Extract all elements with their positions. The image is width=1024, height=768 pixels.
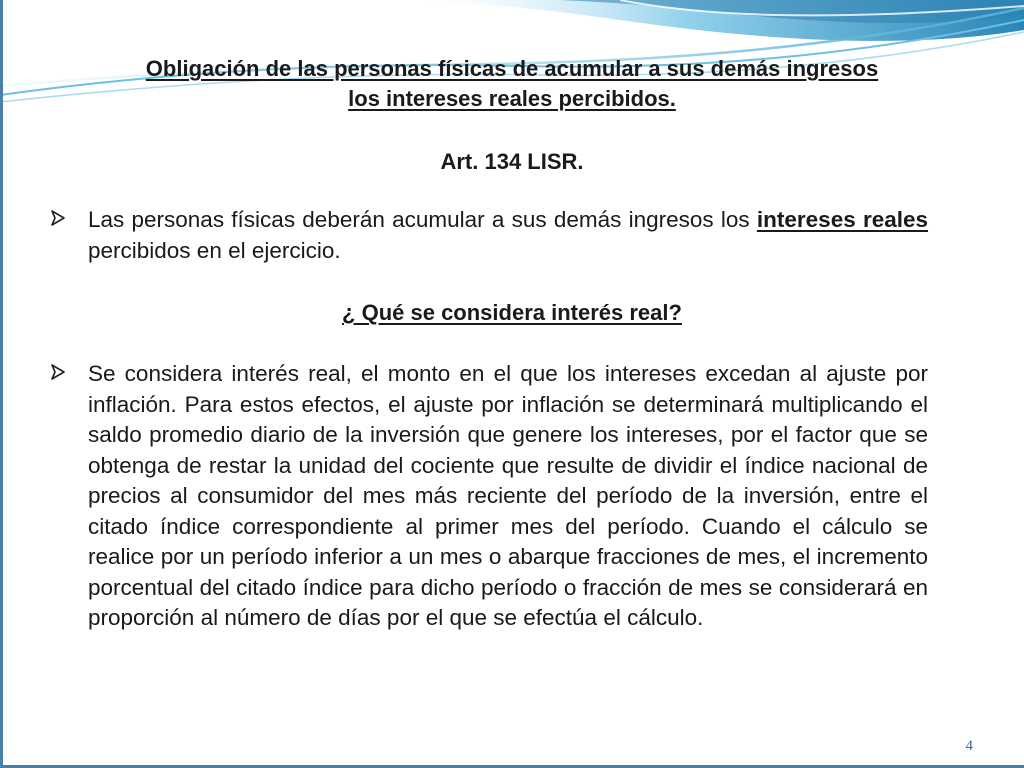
title-line-1: Obligación de las personas físicas de acumular a sus demás ingresos	[145, 56, 879, 81]
frame-left	[0, 0, 3, 768]
arrow-bullet-icon	[50, 363, 66, 386]
bullet-paragraph-2: Se considera interés real, el monto en el que los intereses excedan al ajuste por inflación. Para estos efectos, el ajuste por inflación se determinará multiplicando el saldo promedio diario de la inversión que genere los intereses, por el factor que se obtenga de restar la unidad del cociente que resulte de dividir el índice nacional de precios al consumidor del mes más reciente del período de la inversión, entre el citado índice correspondiente al primer mes del período. Cuando el cálculo se realice por un período inferior a un mes o abarque fracciones de mes, el incremento porcentual del citado índice para dicho período o fracción de mes se considerará en proporción al número de días por el que se efectúa el cálculo.	[88, 361, 928, 630]
bullet1-highlight: intereses reales	[756, 207, 929, 232]
article-reference: Art. 134 LISR.	[440, 149, 584, 174]
page-number: 4	[965, 738, 973, 754]
title-line-2: los intereses reales percibidos.	[348, 86, 676, 111]
arrow-bullet-icon	[50, 209, 66, 232]
bullet1-text-before: Las personas físicas deberán acumular a sus demás ingresos los	[88, 207, 757, 232]
bullet-paragraph-1	[88, 205, 928, 266]
bullet1-text-after: percibidos en el ejercicio.	[88, 237, 341, 263]
question-heading: ¿ Qué se considera interés real?	[342, 300, 682, 325]
